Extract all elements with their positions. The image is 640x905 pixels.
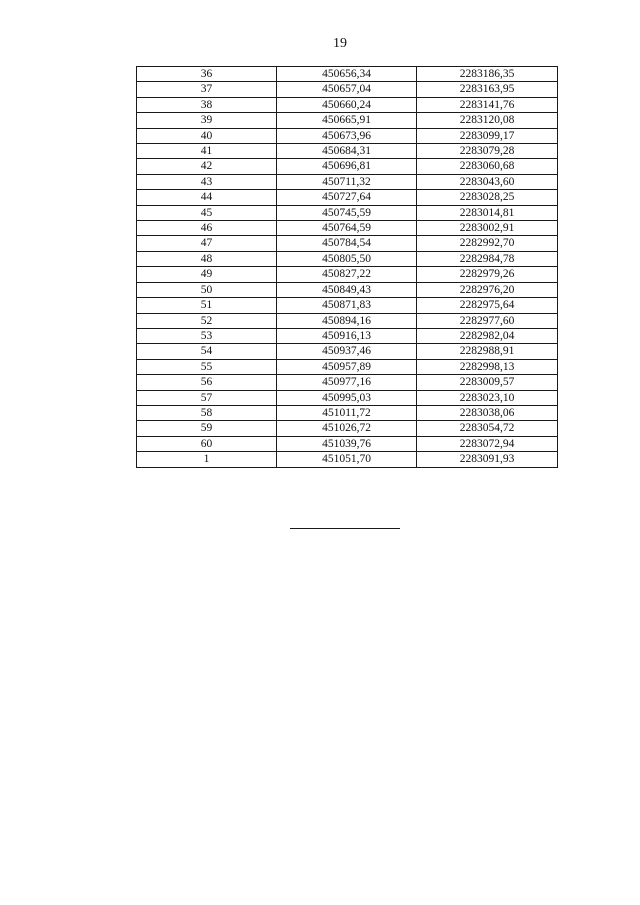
point-number-cell: 43 (137, 174, 277, 189)
y-coordinate-cell: 2282979,26 (417, 267, 558, 282)
x-coordinate-cell: 450684,31 (277, 144, 417, 159)
table-row (137, 221, 558, 236)
y-coordinate-cell: 2283141,76 (417, 97, 558, 112)
x-coordinate-cell: 450827,22 (277, 267, 417, 282)
table-row (137, 344, 558, 359)
point-number-cell: 46 (137, 221, 277, 236)
point-number-cell: 1 (137, 452, 277, 467)
x-coordinate-cell: 451051,70 (277, 452, 417, 467)
table-row (137, 128, 558, 143)
table-row (137, 375, 558, 390)
y-coordinate-cell: 2282988,91 (417, 344, 558, 359)
table-row (137, 205, 558, 220)
coordinates-table (136, 66, 558, 468)
x-coordinate-cell: 450764,59 (277, 221, 417, 236)
coordinates-table-body (137, 67, 558, 468)
x-coordinate-cell: 450916,13 (277, 328, 417, 343)
table-row (137, 236, 558, 251)
x-coordinate-cell: 450657,04 (277, 82, 417, 97)
table-row (137, 452, 558, 467)
x-coordinate-cell: 450727,64 (277, 190, 417, 205)
x-coordinate-cell: 450937,46 (277, 344, 417, 359)
x-coordinate-cell: 450673,96 (277, 128, 417, 143)
x-coordinate-cell: 450805,50 (277, 251, 417, 266)
table-row (137, 159, 558, 174)
point-number-cell: 39 (137, 113, 277, 128)
x-coordinate-cell: 451026,72 (277, 421, 417, 436)
table-row (137, 190, 558, 205)
table-row (137, 421, 558, 436)
y-coordinate-cell: 2283072,94 (417, 436, 558, 451)
point-number-cell: 37 (137, 82, 277, 97)
point-number-cell: 60 (137, 436, 277, 451)
point-number-cell: 53 (137, 328, 277, 343)
table-row (137, 82, 558, 97)
point-number-cell: 48 (137, 251, 277, 266)
end-rule (290, 528, 400, 529)
table-row (137, 67, 558, 82)
point-number-cell: 47 (137, 236, 277, 251)
x-coordinate-cell: 450995,03 (277, 390, 417, 405)
point-number-cell: 58 (137, 405, 277, 420)
table-row (137, 313, 558, 328)
table-row (137, 174, 558, 189)
point-number-cell: 38 (137, 97, 277, 112)
x-coordinate-cell: 451011,72 (277, 405, 417, 420)
point-number-cell: 54 (137, 344, 277, 359)
y-coordinate-cell: 2282992,70 (417, 236, 558, 251)
table-row (137, 282, 558, 297)
y-coordinate-cell: 2283014,81 (417, 205, 558, 220)
x-coordinate-cell: 450660,24 (277, 97, 417, 112)
y-coordinate-cell: 2283023,10 (417, 390, 558, 405)
table-row (137, 144, 558, 159)
point-number-cell: 50 (137, 282, 277, 297)
point-number-cell: 36 (137, 67, 277, 82)
point-number-cell: 40 (137, 128, 277, 143)
table-row (137, 328, 558, 343)
table-row (137, 267, 558, 282)
table-row (137, 436, 558, 451)
y-coordinate-cell: 2283120,08 (417, 113, 558, 128)
point-number-cell: 52 (137, 313, 277, 328)
x-coordinate-cell: 450784,54 (277, 236, 417, 251)
x-coordinate-cell: 450656,34 (277, 67, 417, 82)
x-coordinate-cell: 450665,91 (277, 113, 417, 128)
y-coordinate-cell: 2283186,35 (417, 67, 558, 82)
y-coordinate-cell: 2282975,64 (417, 298, 558, 313)
point-number-cell: 56 (137, 375, 277, 390)
x-coordinate-cell: 450696,81 (277, 159, 417, 174)
x-coordinate-cell: 450871,83 (277, 298, 417, 313)
point-number-cell: 41 (137, 144, 277, 159)
y-coordinate-cell: 2283054,72 (417, 421, 558, 436)
x-coordinate-cell: 450977,16 (277, 375, 417, 390)
y-coordinate-cell: 2283099,17 (417, 128, 558, 143)
x-coordinate-cell: 450711,32 (277, 174, 417, 189)
y-coordinate-cell: 2283163,95 (417, 82, 558, 97)
point-number-cell: 45 (137, 205, 277, 220)
y-coordinate-cell: 2283009,57 (417, 375, 558, 390)
y-coordinate-cell: 2283002,91 (417, 221, 558, 236)
table-row (137, 359, 558, 374)
point-number-cell: 59 (137, 421, 277, 436)
table-row (137, 390, 558, 405)
y-coordinate-cell: 2283091,93 (417, 452, 558, 467)
table-row (137, 113, 558, 128)
y-coordinate-cell: 2283043,60 (417, 174, 558, 189)
table-row (137, 251, 558, 266)
y-coordinate-cell: 2283060,68 (417, 159, 558, 174)
table-row (137, 298, 558, 313)
page-number: 19 (333, 36, 347, 51)
y-coordinate-cell: 2283038,06 (417, 405, 558, 420)
x-coordinate-cell: 450849,43 (277, 282, 417, 297)
x-coordinate-cell: 450894,16 (277, 313, 417, 328)
y-coordinate-cell: 2282976,20 (417, 282, 558, 297)
point-number-cell: 57 (137, 390, 277, 405)
point-number-cell: 55 (137, 359, 277, 374)
y-coordinate-cell: 2282984,78 (417, 251, 558, 266)
y-coordinate-cell: 2283079,28 (417, 144, 558, 159)
point-number-cell: 51 (137, 298, 277, 313)
table-row (137, 405, 558, 420)
x-coordinate-cell: 450957,89 (277, 359, 417, 374)
x-coordinate-cell: 451039,76 (277, 436, 417, 451)
y-coordinate-cell: 2282982,04 (417, 328, 558, 343)
y-coordinate-cell: 2282998,13 (417, 359, 558, 374)
point-number-cell: 44 (137, 190, 277, 205)
table-row (137, 97, 558, 112)
x-coordinate-cell: 450745,59 (277, 205, 417, 220)
y-coordinate-cell: 2282977,60 (417, 313, 558, 328)
point-number-cell: 49 (137, 267, 277, 282)
y-coordinate-cell: 2283028,25 (417, 190, 558, 205)
point-number-cell: 42 (137, 159, 277, 174)
